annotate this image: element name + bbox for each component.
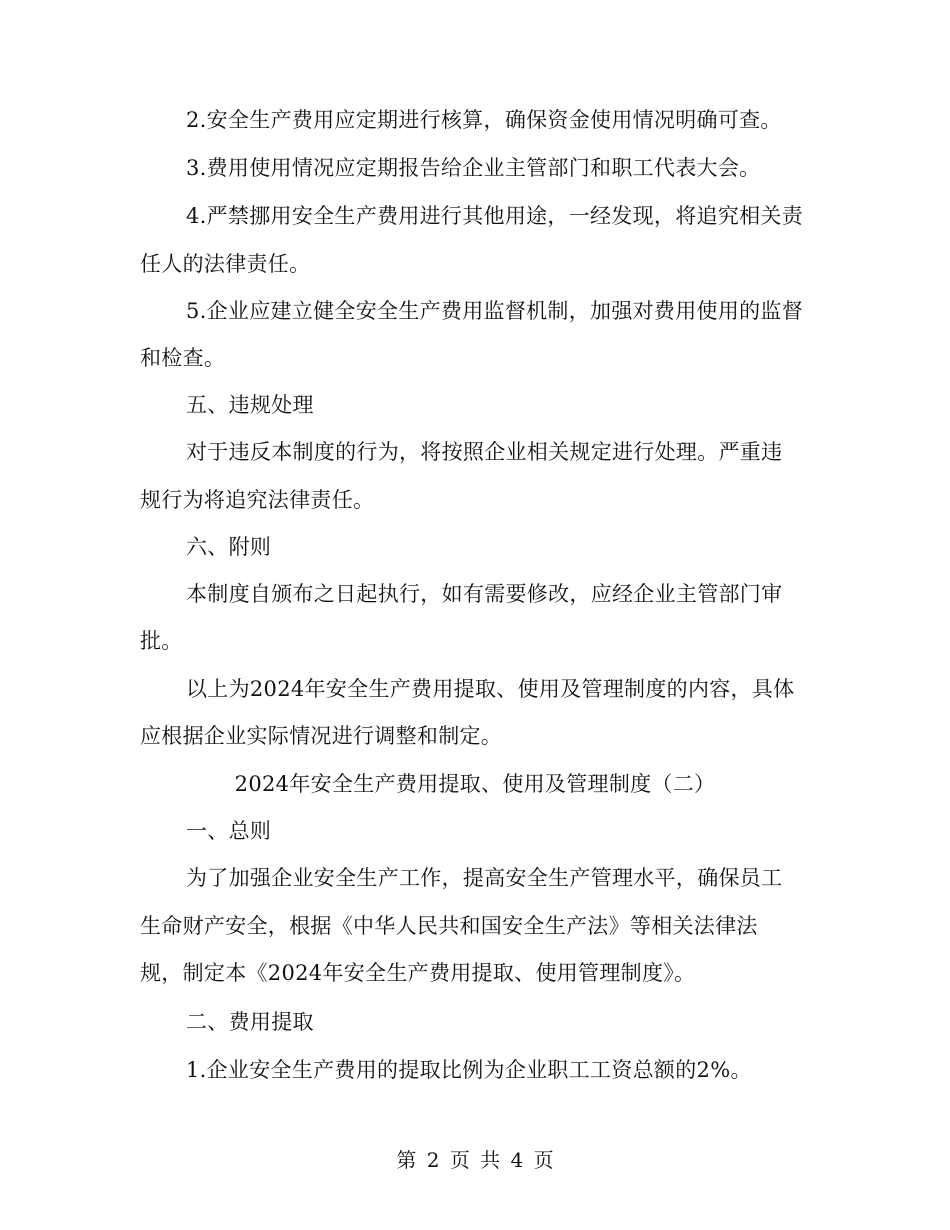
section-heading: 六、附则 bbox=[186, 535, 272, 559]
document-title: 2024年安全生产费用提取、使用及管理制度（二） bbox=[234, 772, 716, 796]
paragraph-line: 应根据企业实际情况进行调整和制定。 bbox=[140, 724, 503, 748]
paragraph-line: 1.企业安全生产费用的提取比例为企业职工工资总额的2%。 bbox=[186, 1058, 752, 1082]
paragraph-line: 4.严禁挪用安全生产费用进行其他用途，一经发现，将追究相关责 bbox=[186, 204, 804, 228]
paragraph-line: 3.费用使用情况应定期报告给企业主管部门和职工代表大会。 bbox=[186, 156, 761, 180]
section-heading: 五、违规处理 bbox=[186, 393, 314, 417]
section-heading: 二、费用提取 bbox=[186, 1010, 314, 1034]
paragraph-line: 规行为将追究法律责任。 bbox=[140, 488, 375, 512]
paragraph-line: 5.企业应建立健全安全生产费用监督机制，加强对费用使用的监督 bbox=[186, 299, 804, 323]
section-heading: 一、总则 bbox=[186, 819, 272, 843]
paragraph-line: 生命财产安全，根据《中华人民共和国安全生产法》等相关法律法 bbox=[140, 914, 758, 938]
paragraph-line: 批。 bbox=[140, 629, 183, 653]
page-number-footer: 第 2 页 共 4 页 bbox=[396, 1148, 554, 1172]
paragraph-line: 2.安全生产费用应定期进行核算，确保资金使用情况明确可查。 bbox=[186, 108, 782, 132]
paragraph-line: 和检查。 bbox=[140, 346, 226, 370]
paragraph-line: 以上为2024年安全生产费用提取、使用及管理制度的内容，具体 bbox=[186, 677, 795, 701]
paragraph-line: 对于违反本制度的行为，将按照企业相关规定进行处理。严重违 bbox=[186, 440, 783, 464]
paragraph-line: 本制度自颁布之日起执行，如有需要修改，应经企业主管部门审 bbox=[186, 582, 783, 606]
paragraph-line: 任人的法律责任。 bbox=[140, 252, 311, 276]
paragraph-line: 为了加强企业安全生产工作，提高安全生产管理水平，确保员工 bbox=[186, 866, 783, 890]
paragraph-line: 规，制定本《2024年安全生产费用提取、使用管理制度》。 bbox=[140, 961, 696, 985]
